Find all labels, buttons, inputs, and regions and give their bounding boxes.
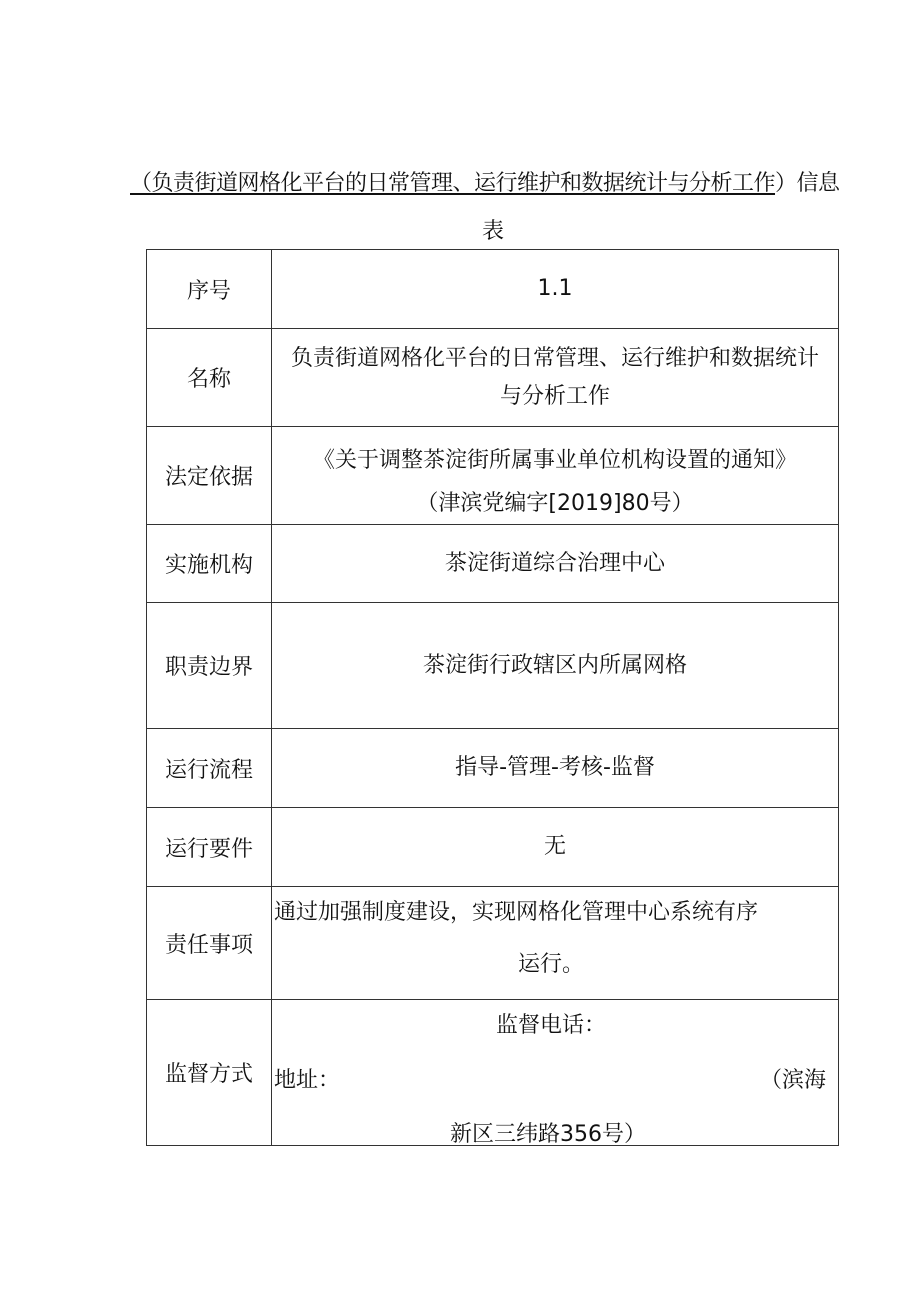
supervision-phone: 监督电话： — [496, 1013, 607, 1038]
supervision-address-tail: （滨海 — [759, 1068, 826, 1093]
row-label: 实施机构 — [147, 525, 272, 603]
table-row-duty — [147, 887, 839, 1000]
row-label: 运行要件 — [147, 808, 272, 887]
row-value: 茶淀街行政辖区内所属网格 — [272, 603, 839, 729]
name-line1: 负责街道网格化平台的日常管理、运行维护和数据统计 — [290, 345, 819, 371]
document-title-line2: 表 — [481, 219, 504, 244]
table-row-org — [147, 525, 839, 603]
row-label: 运行流程 — [147, 729, 272, 808]
row-value: 指导-管理-考核-监督 — [272, 729, 839, 808]
row-value — [272, 887, 839, 1000]
row-label: 名称 — [147, 329, 272, 427]
supervision-address-line2: 新区三纬路356号） — [450, 1122, 646, 1147]
supervision-block — [272, 1000, 838, 1145]
row-value — [272, 1000, 839, 1146]
info-table — [146, 249, 839, 1146]
basis-line1: 《关于调整茶淀街所属事业单位机构设置的通知》 — [312, 447, 797, 473]
table-row-boundary — [147, 603, 839, 729]
row-label: 职责边界 — [147, 603, 272, 729]
row-value: 1.1 — [272, 250, 839, 329]
name-line2: 与分析工作 — [499, 383, 610, 409]
row-label: 法定依据 — [147, 427, 272, 525]
basis-line2: （津滨党编字[2019]80号） — [416, 490, 694, 516]
table-row-name — [147, 329, 839, 427]
table-row-flow — [147, 729, 839, 808]
row-value — [272, 329, 839, 427]
row-label: 责任事项 — [147, 887, 272, 1000]
table-row-seq — [147, 250, 839, 329]
row-value: 无 — [272, 808, 839, 887]
table-row-supervision — [147, 1000, 839, 1146]
row-label: 序号 — [147, 250, 272, 329]
row-value — [272, 427, 839, 525]
row-value: 茶淀街道综合治理中心 — [272, 525, 839, 603]
title-underlined-part: （负责街道网格化平台的日常管理、运行维护和数据统计与分析工作 — [130, 171, 776, 196]
row-label: 监督方式 — [147, 1000, 272, 1146]
table-row-basis — [147, 427, 839, 525]
document-title — [130, 170, 860, 198]
duty-line1: 通过加强制度建设，实现网格化管理中心系统有序 — [274, 900, 759, 925]
duty-line2: 运行。 — [518, 952, 585, 977]
table-row-requirements — [147, 808, 839, 887]
supervision-address-label: 地址： — [274, 1068, 341, 1093]
title-tail: ）信息 — [775, 171, 840, 196]
